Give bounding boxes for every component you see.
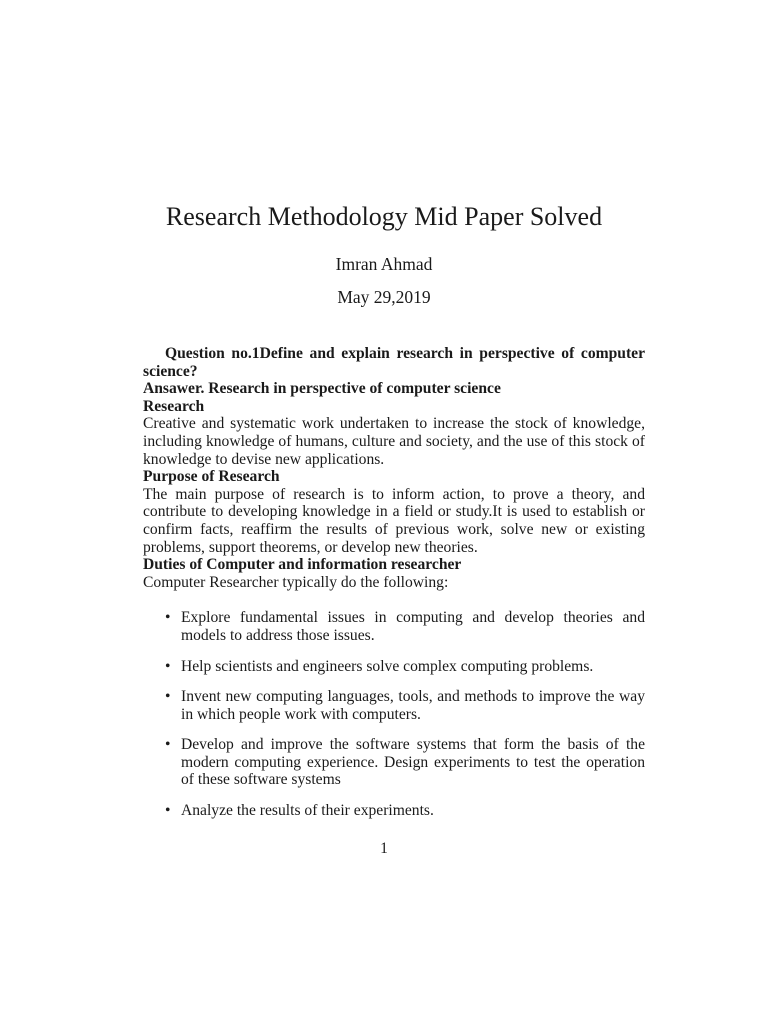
duties-intro: Computer Researcher typically do the following: xyxy=(143,573,449,591)
duties-list xyxy=(143,609,645,819)
list-item-text: Develop and improve the software systems that form the basis of the modern computing experience. Design experiments to test the operation of these software systems xyxy=(181,736,645,789)
research-paragraph: Creative and systematic work undertaken to increase the stock of knowledge, including knowledge of humans, culture and society, and the use of this stock of knowledge to devise new applications. xyxy=(143,415,645,468)
list-item xyxy=(143,609,645,644)
list-item-text: Invent new computing languages, tools, and methods to improve the way in which people work with computers. xyxy=(181,688,645,723)
list-item-text: Help scientists and engineers solve complex computing problems. xyxy=(181,657,594,675)
research-heading: Research xyxy=(143,397,205,415)
document-body xyxy=(143,345,645,833)
bullet-icon: • xyxy=(165,609,171,627)
purpose-heading: Purpose of Research xyxy=(143,468,280,486)
list-item xyxy=(143,802,645,820)
list-item-text: Explore fundamental issues in computing and develop theories and models to address those issues. xyxy=(181,609,645,644)
document-title: Research Methodology Mid Paper Solved xyxy=(165,202,603,231)
question-text: Question no.1Define and explain research in perspective of computer science? xyxy=(143,345,645,380)
answer-heading: Ansawer. Research in perspective of computer science xyxy=(143,380,501,398)
bullet-icon: • xyxy=(165,688,171,706)
list-item xyxy=(143,736,645,789)
bullet-icon: • xyxy=(165,736,171,754)
bullet-icon: • xyxy=(165,657,171,675)
list-item xyxy=(143,658,645,676)
purpose-paragraph: The main purpose of research is to inform action, to prove a theory, and contribute to developing knowledge in a field or study.It is used to establish or confirm facts, reaffirm the results of previous work, solve new or existing problems, support theorems, or develop new theories. xyxy=(143,485,645,556)
list-item xyxy=(143,688,645,723)
list-item-text: Analyze the results of their experiments. xyxy=(181,802,434,820)
page-number: 1 xyxy=(380,840,388,857)
author-name: Imran Ahmad xyxy=(335,254,433,274)
bullet-icon: • xyxy=(165,802,171,820)
document-date: May 29,2019 xyxy=(337,287,431,307)
duties-heading: Duties of Computer and information researcher xyxy=(143,556,462,574)
